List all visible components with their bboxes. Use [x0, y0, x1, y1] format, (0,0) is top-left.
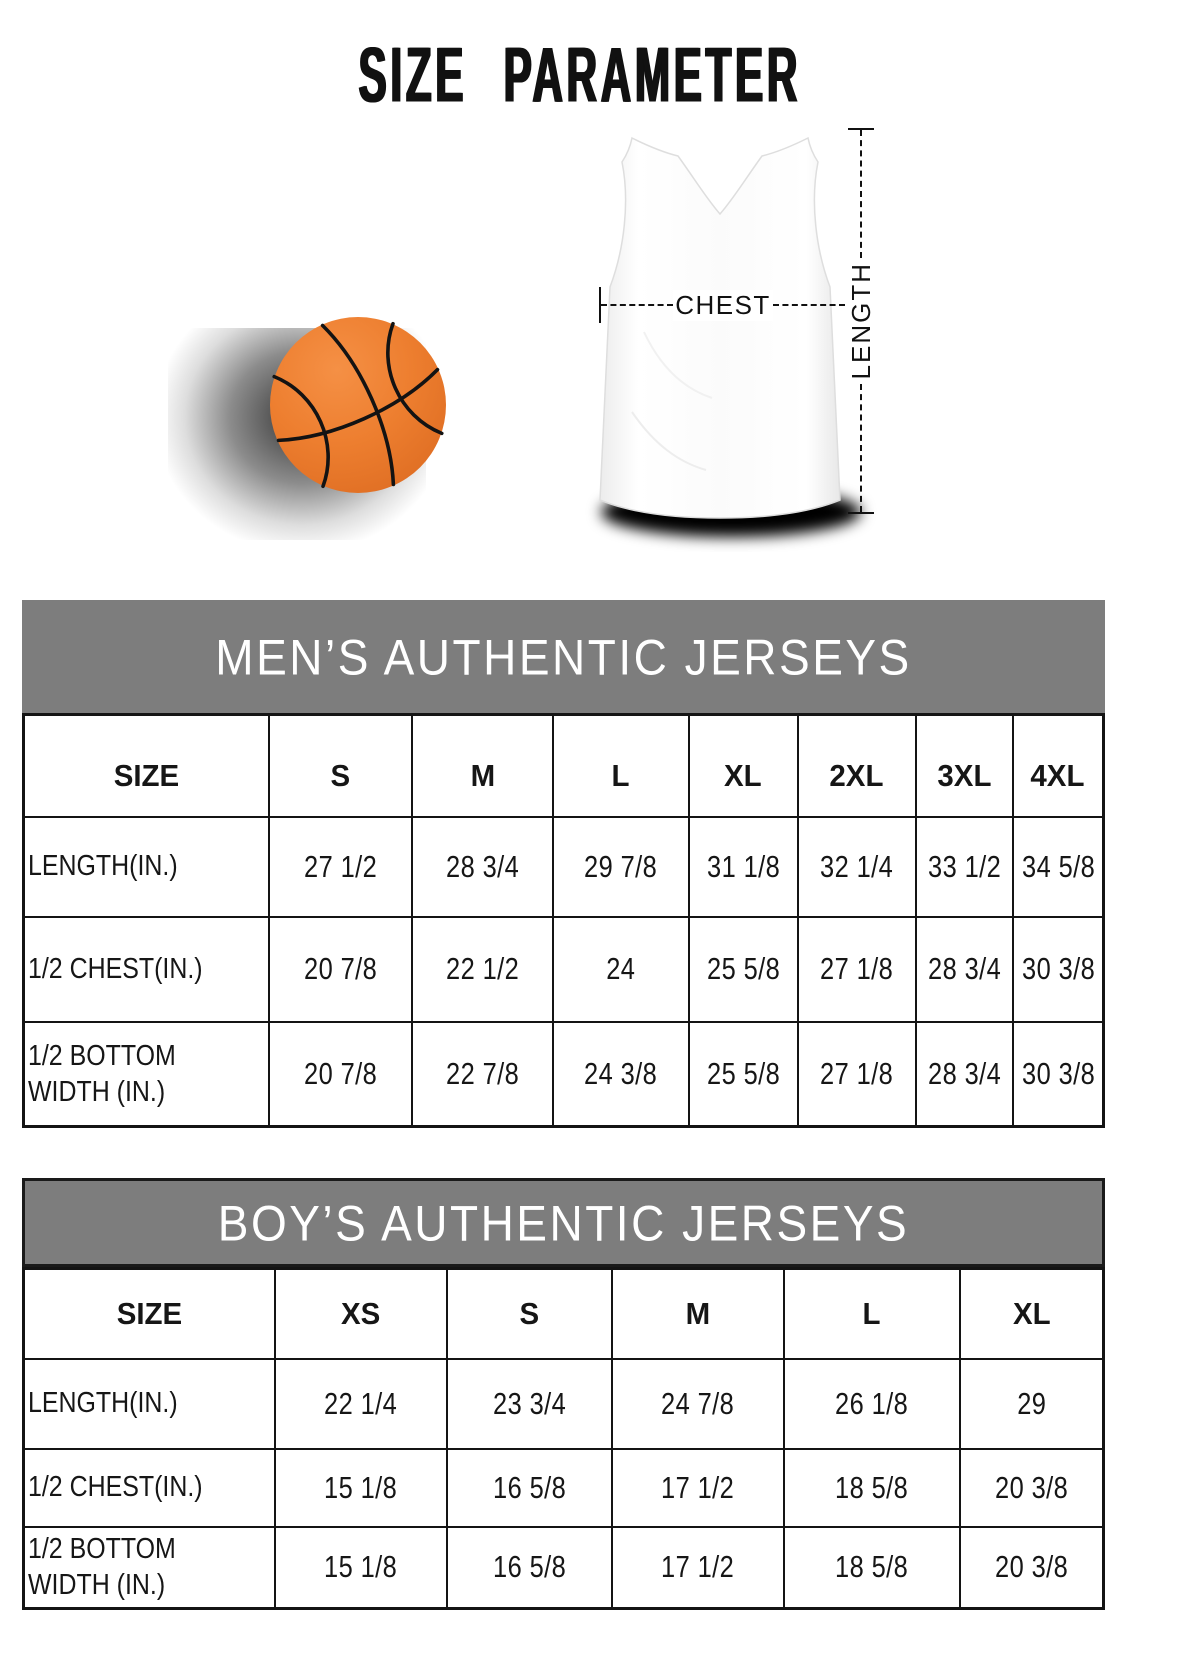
mens-size-header-cell: SIZE: [24, 715, 269, 817]
boys-size-header-cell: SIZE: [24, 1269, 276, 1359]
row-label-cell: 1/2 CHEST(IN.): [24, 917, 269, 1022]
boys-col-l: L: [784, 1269, 960, 1359]
mens-length-row: [24, 817, 1104, 917]
chest-measure-line: [599, 287, 847, 323]
page-title: SIZE PARAMETER: [358, 31, 802, 119]
value-cell: 20 7/8: [269, 1022, 413, 1127]
value-cell: 27 1/8: [798, 1022, 916, 1127]
boys-header-row: [24, 1269, 1104, 1359]
boys-section-band: [22, 1178, 1105, 1267]
mens-header-row: [24, 715, 1104, 817]
row-label-cell: 1/2 BOTTOM WIDTH (IN.): [24, 1022, 269, 1127]
value-cell: 25 5/8: [689, 917, 798, 1022]
mens-bottom-width-row: [24, 1022, 1104, 1127]
row-label-cell: LENGTH(IN.): [24, 817, 269, 917]
value-cell: 22 1/2: [412, 917, 552, 1022]
value-cell: 29: [960, 1359, 1104, 1449]
mens-size-table: [22, 713, 1105, 1128]
value-cell: 34 5/8: [1013, 817, 1104, 917]
chest-dash-right: [773, 304, 845, 306]
boys-col-xs: XS: [275, 1269, 447, 1359]
boys-length-row: [24, 1359, 1104, 1449]
boys-size-table: [22, 1267, 1105, 1610]
value-cell: 16 5/8: [447, 1449, 612, 1527]
value-cell: 27 1/8: [798, 917, 916, 1022]
boys-col-s: S: [447, 1269, 612, 1359]
value-cell: 22 1/4: [275, 1359, 447, 1449]
value-cell: 16 5/8: [447, 1527, 612, 1609]
length-measure-line: [847, 128, 875, 514]
value-cell: 18 5/8: [784, 1449, 960, 1527]
value-cell: 22 7/8: [412, 1022, 552, 1127]
length-label: LENGTH: [845, 258, 878, 383]
value-cell: 29 7/8: [553, 817, 689, 917]
basketball-body: [270, 317, 446, 493]
value-cell: 33 1/2: [916, 817, 1013, 917]
value-cell: 20 3/8: [960, 1527, 1104, 1609]
value-cell: 25 5/8: [689, 1022, 798, 1127]
value-cell: 26 1/8: [784, 1359, 960, 1449]
value-cell: 24 7/8: [612, 1359, 784, 1449]
chest-dash-left: [601, 304, 673, 306]
value-cell: 28 3/4: [916, 917, 1013, 1022]
chest-label: CHEST: [675, 289, 771, 320]
value-cell: 30 3/8: [1013, 1022, 1104, 1127]
basketball-icon: [264, 311, 452, 499]
value-cell: 15 1/8: [275, 1527, 447, 1609]
length-dash-bottom: [860, 384, 862, 512]
mens-section-band: [22, 600, 1105, 713]
row-label-cell: 1/2 CHEST(IN.): [24, 1449, 276, 1527]
value-cell: 27 1/2: [269, 817, 413, 917]
mens-chest-row: [24, 917, 1104, 1022]
boys-chest-row: [24, 1449, 1104, 1527]
value-cell: 15 1/8: [275, 1449, 447, 1527]
value-cell: 17 1/2: [612, 1527, 784, 1609]
value-cell: 20 7/8: [269, 917, 413, 1022]
value-cell: 23 3/4: [447, 1359, 612, 1449]
mens-col-3xl: 3XL: [916, 715, 1013, 817]
value-cell: 31 1/8: [689, 817, 798, 917]
row-label-cell: 1/2 BOTTOM WIDTH (IN.): [24, 1527, 276, 1609]
value-cell: 17 1/2: [612, 1449, 784, 1527]
mens-col-xl: XL: [689, 715, 798, 817]
mens-col-4xl: 4XL: [1013, 715, 1104, 817]
page-title-row: [0, 30, 1200, 119]
length-tick-bottom: [848, 512, 874, 514]
value-cell: 20 3/8: [960, 1449, 1104, 1527]
value-cell: 18 5/8: [784, 1527, 960, 1609]
mens-col-s: S: [269, 715, 413, 817]
boys-col-xl: XL: [960, 1269, 1104, 1359]
mens-col-m: M: [412, 715, 552, 817]
length-dash-top: [860, 130, 862, 258]
value-cell: 24 3/8: [553, 1022, 689, 1127]
boys-col-m: M: [612, 1269, 784, 1359]
mens-section-title: MEN’S AUTHENTIC JERSEYS: [215, 628, 912, 685]
boys-bottom-width-row: [24, 1527, 1104, 1609]
value-cell: 28 3/4: [412, 817, 552, 917]
row-label-cell: LENGTH(IN.): [24, 1359, 276, 1449]
boys-section-title: BOY’S AUTHENTIC JERSEYS: [217, 1194, 910, 1251]
jersey-body: [600, 138, 840, 518]
mens-col-2xl: 2XL: [798, 715, 916, 817]
value-cell: 30 3/8: [1013, 917, 1104, 1022]
value-cell: 32 1/4: [798, 817, 916, 917]
mens-col-l: L: [553, 715, 689, 817]
value-cell: 24: [553, 917, 689, 1022]
value-cell: 28 3/4: [916, 1022, 1013, 1127]
